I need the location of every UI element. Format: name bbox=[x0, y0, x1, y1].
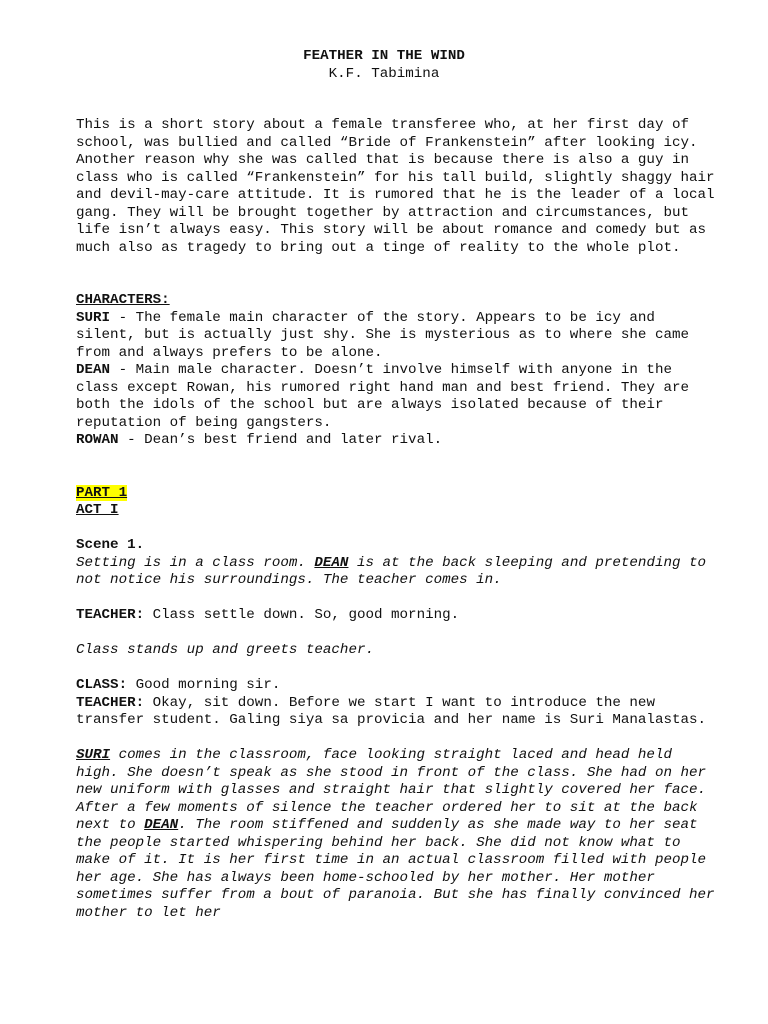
character-description: - Main male character. Doesn’t involve himself with anyone in the class except Rowan, his rumored right hand man and best friend. They are both the idols of the school but are always isolated because of their reputation of being gangsters. bbox=[76, 362, 689, 431]
character-entry-suri bbox=[76, 310, 716, 363]
dialogue-teacher-2 bbox=[76, 695, 716, 730]
dialogue-teacher-1 bbox=[76, 607, 716, 625]
narration-character-dean: DEAN bbox=[144, 817, 179, 833]
scene-heading: Scene 1. bbox=[76, 537, 145, 553]
characters-heading: CHARACTERS: bbox=[76, 292, 170, 308]
character-description: - Dean’s best friend and later rival. bbox=[118, 432, 443, 448]
character-entry-dean bbox=[76, 362, 716, 432]
character-name: DEAN bbox=[76, 362, 111, 378]
speaker-name: CLASS: bbox=[76, 677, 128, 693]
dialogue-line: Class settle down. So, good morning. bbox=[144, 607, 460, 623]
setting-text: is at the back sleeping and pretending to not notice his surroundings. The teacher comes in. bbox=[76, 554, 707, 588]
character-name: SURI bbox=[76, 309, 111, 326]
setting-text: Setting is in a class room. bbox=[76, 554, 315, 571]
narration-character-suri: SURI bbox=[76, 747, 111, 763]
narration-text: comes in the classroom, face looking straight laced and head held high. She doesn’t speak as she stood in front of the class. She had on her new uniform with glasses and straight hair that slightly covered her face. After a few moments of silence the teacher ordered her to sit at the back next to bbox=[76, 747, 707, 833]
dialogue-line: Good morning sir. bbox=[127, 677, 281, 693]
character-description: - The female main character of the story. Appears to be icy and silent, but is actually just shy. She is mysterious as to where she came from and always prefers to be alone. bbox=[76, 309, 689, 361]
speaker-name: TEACHER: bbox=[76, 694, 145, 711]
title-block bbox=[0, 47, 768, 83]
stage-direction: Class stands up and greets teacher. bbox=[76, 642, 374, 658]
synopsis-paragraph: This is a short story about a female transferee who, at her first day of school, was bullied and called “Bride of Frankenstein” after looking icy. Another reason why she was called that is because there is also a guy in class who is called “Frankenstein” for his tall build, slightly shaggy hair and devil-may-care attitude. It is rumored that he is the leader of a local gang. They will be brought together by attraction and circumstances, but life isn’t always easy. This story will be about romance and comedy but as much also as tragedy to bring out a tinge of reality to the whole plot. bbox=[76, 117, 715, 256]
document-body bbox=[76, 117, 716, 922]
part-heading: PART 1 bbox=[76, 484, 128, 501]
author-name: K.F. Tabimina bbox=[328, 66, 440, 82]
scene-setting bbox=[76, 555, 716, 590]
story-title: FEATHER IN THE WIND bbox=[303, 48, 465, 64]
dialogue-line: Okay, sit down. Before we start I want to introduce the new transfer student. Galing siya sa provicia and her name is Suri Manalastas. bbox=[76, 694, 707, 728]
setting-character-dean: DEAN bbox=[314, 554, 349, 571]
act-heading: ACT I bbox=[76, 502, 119, 518]
narration-text: . The room stiffened and suddenly as she made way to her seat the people started whispering behind her back. She did not know what to make of it. It is her first time in an actual classroom filled with people her age. She has always been home-schooled by her mother. Her mother sometimes suffer from a bout of paranoia. But she has finally convinced her mother to let her bbox=[76, 817, 715, 921]
character-entry-rowan bbox=[76, 432, 716, 450]
dialogue-class-1 bbox=[76, 677, 716, 695]
narration-paragraph bbox=[76, 747, 716, 922]
speaker-name: TEACHER: bbox=[76, 607, 145, 623]
character-name: ROWAN bbox=[76, 432, 119, 448]
